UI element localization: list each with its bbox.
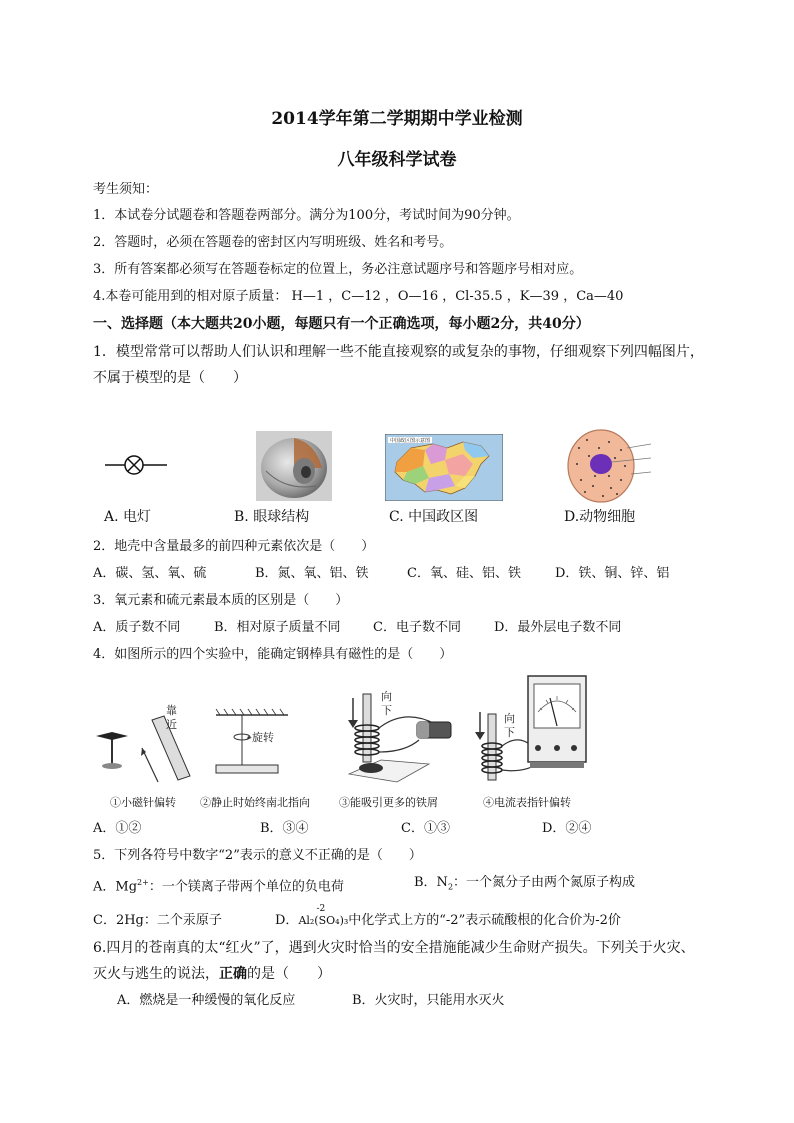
q1-stem-line1: 1．模型常常可以帮助人们认识和理解一些不能直接观察的或复杂的事物，仔细观察下列四幅图片，	[93, 344, 704, 360]
q1-option-d: D.动物细胞	[564, 509, 636, 525]
q4-option-d: D．②④	[542, 821, 592, 836]
electromagnet-filings-figure	[335, 688, 460, 790]
q5-stem: 5．下列各符号中数字“2”表示的意义不正确的是（ ）	[93, 848, 422, 863]
q6-stem-line2: 灭火与逃生的说法，正确的是（ ）	[93, 966, 331, 982]
q6-stem-line1: 6.四月的苍南真的太“红火”了，遇到火灾时恰当的安全措施能减少生命财产损失。下列关于火灾、	[93, 940, 695, 956]
xiang-label-3: 向	[381, 690, 392, 703]
q4-caption-1: ①小磁针偏转	[110, 796, 176, 809]
notice-item-2: 2．答题时，必须在答题卷的密封区内写明班级、姓名和考号。	[93, 235, 453, 250]
notice-item-1: 1．本试卷分试题卷和答题卷两部分。满分为100分，考试时间为90分钟。	[93, 208, 520, 223]
q4-stem: 4．如图所示的四个实验中，能确定钢棒具有磁性的是（ ）	[93, 647, 453, 662]
hanging-bar-figure	[212, 705, 292, 785]
q1-stem-line2: 不属于模型的是（ ）	[93, 370, 247, 386]
notice-heading: 考生须知：	[93, 182, 159, 197]
q3-option-b: B．相对原子质量不同	[214, 620, 341, 635]
q4-caption-4: ④电流表指针偏转	[483, 796, 571, 809]
page-title: 2014学年第二学期期中学业检测	[271, 109, 523, 129]
animal-cell-figure	[565, 428, 655, 506]
q2-option-c: C．氧、硅、铝、铁	[407, 566, 521, 581]
q6-option-b: B．火灾时，只能用水灭火	[352, 993, 505, 1008]
ammeter-figure	[470, 672, 590, 790]
map-label: 中国政区图示意图	[390, 438, 431, 444]
q3-option-a: A．质子数不同	[93, 620, 181, 635]
q1-option-c: C. 中国政区图	[389, 509, 479, 525]
china-map-figure	[385, 434, 503, 501]
q6-option-a: A．燃烧是一种缓慢的氧化反应	[117, 993, 296, 1008]
kaojin-label-1: 靠	[166, 704, 177, 717]
q2-option-b: B．氮、氧、铝、铁	[255, 566, 369, 581]
q2-option-a: A．碳、氢、氧、硫	[93, 566, 207, 581]
page-subtitle: 八年级科学试卷	[337, 150, 457, 170]
eyeball-figure	[256, 431, 332, 501]
q1-option-a: A. 电灯	[104, 509, 152, 525]
q4-option-a: A．①②	[93, 821, 142, 836]
q2-option-d: D．铁、铜、锌、铝	[555, 566, 670, 581]
xiang-label-4: 向	[504, 712, 515, 725]
q1-option-b: B. 眼球结构	[234, 509, 310, 525]
lamp-symbol-figure	[105, 448, 173, 484]
q4-caption-2: ②静止时始终南北指向	[200, 796, 310, 809]
magnet-needle-figure	[92, 698, 192, 790]
q2-stem: 2．地壳中含量最多的前四种元素依次是（ ）	[93, 539, 375, 554]
xia-label-3: 下	[381, 704, 392, 717]
xuanzhuan-label: 旋转	[252, 731, 274, 744]
q5-option-c: C．2Hg：二个汞原子	[93, 913, 222, 928]
xia-label-4: 下	[504, 726, 515, 739]
notice-item-4: 4.本卷可能用到的相对原子质量： H—1 ，C—12 ，O—16 ，Cl-35.5 ，K—39 ，Ca—40	[93, 289, 624, 304]
q5-option-b: B．$N_2$：一个氮分子由两个氮原子构成	[414, 875, 636, 892]
kaojin-label-2: 近	[166, 718, 177, 731]
q4-caption-3: ③能吸引更多的铁屑	[339, 796, 438, 809]
q3-stem: 3．氧元素和硫元素最本质的区别是（ ）	[93, 593, 349, 608]
q5-option-a: A．$Mg^{2+}$：一个镁离子带两个单位的负电荷	[93, 878, 344, 895]
q4-option-c: C．①③	[401, 821, 450, 836]
q4-option-b: B．③④	[260, 821, 309, 836]
q3-option-c: C．电子数不同	[373, 620, 461, 635]
q3-option-d: D．最外层电子数不同	[494, 620, 622, 635]
notice-item-3: 3．所有答案都必须写在答题卷标定的位置上，务必注意试题序号和答题序号相对应。	[93, 262, 583, 277]
q5-d-overmark: -2	[316, 904, 326, 914]
q5-option-d: D． -2 Al₂(SO₄)₃中化学式上方的“-2”表示硫酸根的化合价为-2价	[275, 912, 621, 930]
section-heading: 一、选择题（本大题共20小题，每题只有一个正确选项，每小题2分，共40分）	[93, 316, 590, 332]
